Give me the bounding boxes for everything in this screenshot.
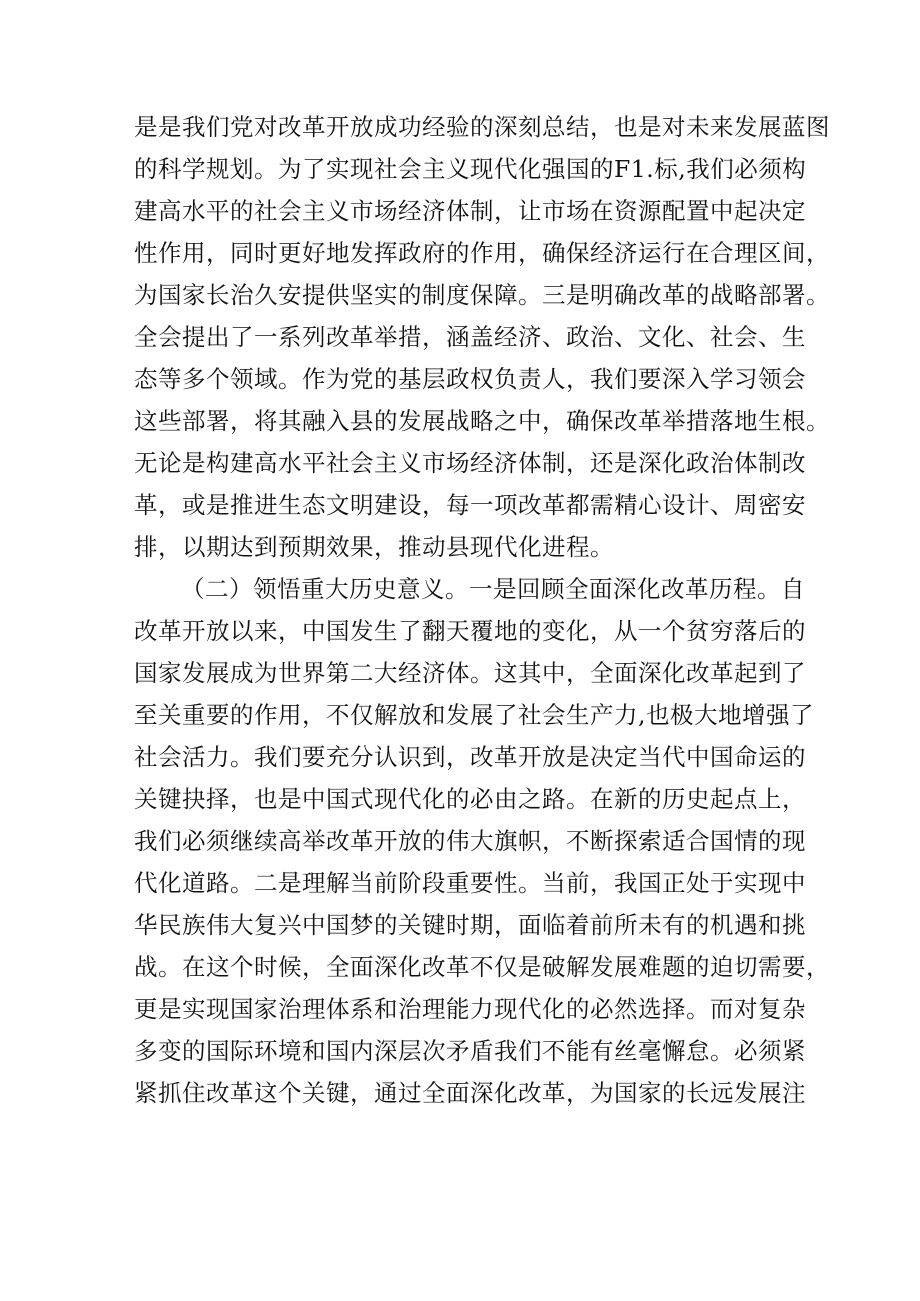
text-line: 排，以期达到预期效果，推动县现代化进程。 [134,533,614,561]
text-line: 国家发展成为世界第二大经济体。这其中，全面深化改革起到了 [134,659,806,687]
text-line: 我们必须继续高举改革开放的伟大旗帜，不断探索适合国情的现 [134,827,806,855]
text-line: 关键抉择，也是中国式现代化的必由之路。在新的历史起点上， [134,785,806,813]
document-body [134,106,830,1114]
paragraph-2 [134,568,830,1114]
text-line: 性作用，同时更好地发挥政府的作用，确保经济运行在合理区间， [134,239,830,267]
text-line: 更是实现国家治理体系和治理能力现代化的必然选择。而对复杂 [134,995,806,1023]
text-line: 态等多个领域。作为党的基层政权负责人，我们要深入学习领会 [134,365,806,393]
text-line: 为国家长治久安提供坚实的制度保障。三是明确改革的战略部署。 [134,281,830,309]
text-line: 华民族伟大复兴中国梦的关键时期，面临着前所未有的机遇和挑 [134,911,806,939]
text-line: （二）领悟重大历史意义。一是回顾全面深化改革历程。自 [181,575,805,603]
text-line: 的科学规划。为了实现社会主义现代化强国的F1.标,我们必须构 [134,155,807,183]
text-line: 无论是构建高水平社会主义市场经济体制，还是深化政治体制改 [134,449,806,477]
text-line: 全会提出了一系列改革举措，涵盖经济、政治、文化、社会、生 [134,323,806,351]
text-line: 多变的国际环境和国内深层次矛盾我们不能有丝毫懈怠。必须紧 [134,1037,806,1065]
text-line: 代化道路。二是理解当前阶段重要性。当前，我国正处于实现中 [134,869,806,897]
text-line: 战。在这个时候，全面深化改革不仅是破解发展难题的迫切需要， [134,953,830,981]
text-line: 建高水平的社会主义市场经济体制，让市场在资源配置中起决定 [134,197,806,225]
text-line: 社会活力。我们要充分认识到，改革开放是决定当代中国命运的 [134,743,806,771]
text-line: 这些部署，将其融入县的发展战略之中，确保改革举措落地生根。 [134,407,830,435]
text-line: 至关重要的作用，不仅解放和发展了社会生产力,也极大地增强了 [134,701,814,729]
text-line: 紧抓住改革这个关键，通过全面深化改革，为国家的长远发展注 [134,1079,806,1107]
text-line: 改革开放以来，中国发生了翻天覆地的变化，从一个贫穷落后的 [134,617,806,645]
text-line: 是是我们党对改革开放成功经验的深刻总结，也是对未来发展蓝图 [134,113,830,141]
paragraph-1 [134,106,830,568]
text-line: 革，或是推进生态文明建设，每一项改革都需精心设计、周密安 [134,491,806,519]
